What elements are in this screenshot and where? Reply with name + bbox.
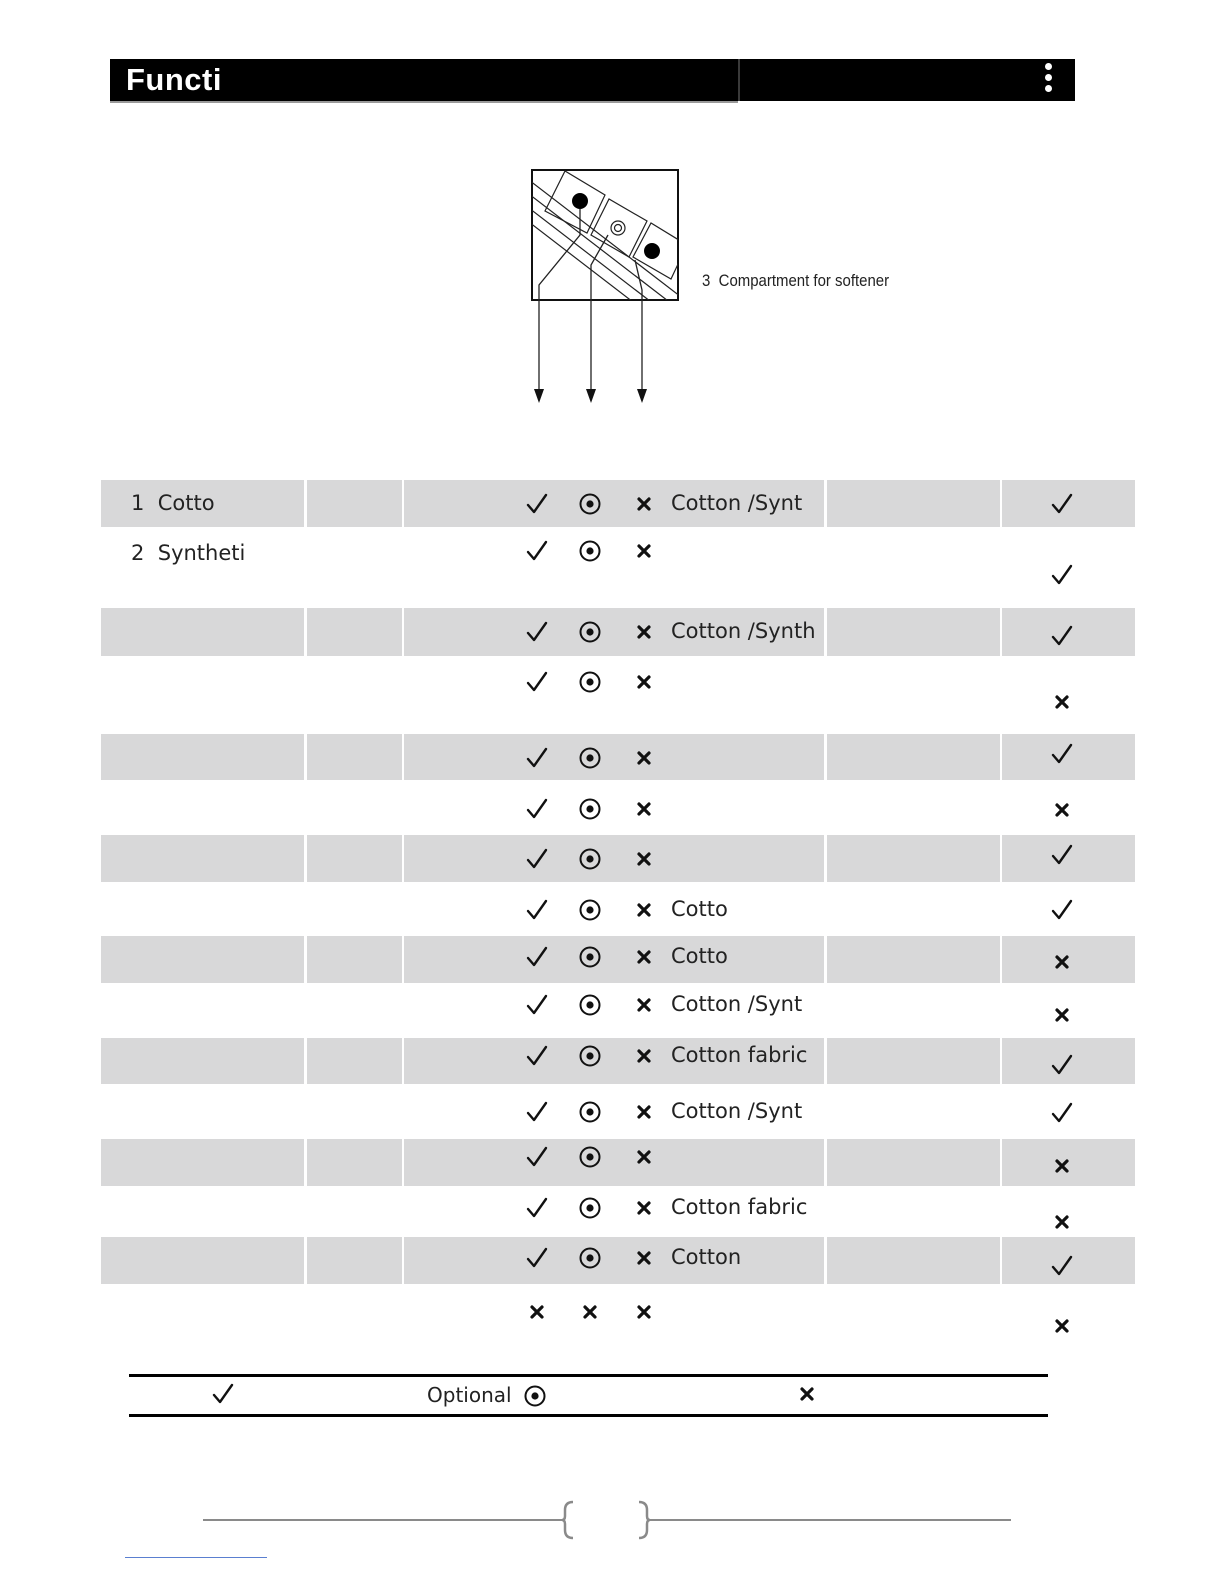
table-row [101, 658, 1135, 734]
cross-icon [632, 945, 656, 969]
cross-icon [632, 620, 656, 644]
check-icon [1050, 563, 1074, 587]
check-icon [1050, 1053, 1074, 1077]
cross-icon [1050, 950, 1074, 974]
table-cell-bg [827, 1038, 1000, 1084]
cross-icon [632, 1145, 656, 1169]
table-cell-bg [827, 936, 1000, 983]
table-cell-bg [101, 608, 304, 656]
optional-icon [578, 1246, 602, 1270]
cross-icon [1050, 1003, 1074, 1027]
drawer-illustration [525, 165, 695, 410]
section-title: Functi [126, 62, 222, 97]
fabric-type: Cotton /Synth [671, 619, 816, 643]
footer-rule-right [650, 1519, 1011, 1521]
table-cell-bg [827, 734, 1000, 780]
check-icon [525, 945, 549, 969]
optional-icon [578, 670, 602, 694]
table-row [101, 734, 1135, 780]
cross-icon [632, 847, 656, 871]
fabric-type: Cotton fabric [671, 1195, 808, 1219]
optional-icon [578, 945, 602, 969]
check-icon [1050, 898, 1074, 922]
cross-icon [1050, 798, 1074, 822]
table-cell-bg [404, 835, 824, 882]
cross-icon [1050, 1210, 1074, 1234]
cross-icon [632, 1044, 656, 1068]
table-cell-bg [101, 1038, 304, 1084]
legend-check-icon [211, 1382, 235, 1406]
table-row [101, 835, 1135, 882]
check-icon [1050, 1101, 1074, 1125]
cross-icon [632, 1196, 656, 1220]
table-cell-bg [404, 936, 824, 983]
cross-icon [632, 1100, 656, 1124]
legend-cross-icon [795, 1382, 819, 1406]
table-cell-bg [101, 734, 304, 780]
cross-icon [632, 1246, 656, 1270]
fabric-type: Cotto [671, 944, 728, 968]
cross-icon [1050, 690, 1074, 714]
footer-bracket-right [637, 1500, 651, 1540]
header-underline [110, 101, 738, 103]
cross-icon [632, 1300, 656, 1324]
fabric-type: Cotton /Synt [671, 1099, 803, 1123]
table-cell-bg [101, 1139, 304, 1186]
table-row [101, 480, 1135, 527]
table-cell-bg [101, 1237, 304, 1284]
optional-icon [578, 847, 602, 871]
check-icon [1050, 624, 1074, 648]
check-icon [525, 1044, 549, 1068]
fabric-type: Cotton fabric [671, 1043, 808, 1067]
cross-icon [632, 539, 656, 563]
cross-icon [578, 1300, 602, 1324]
table-row [101, 885, 1135, 936]
row-label [131, 491, 215, 515]
check-icon [525, 1196, 549, 1220]
cross-icon [632, 993, 656, 1017]
cross-icon [525, 1300, 549, 1324]
check-icon [525, 1246, 549, 1270]
optional-icon [578, 492, 602, 516]
cross-icon [632, 670, 656, 694]
check-icon [525, 1100, 549, 1124]
table-cell-bg [404, 734, 824, 780]
table-cell-bg [404, 1139, 824, 1186]
cross-icon [1050, 1314, 1074, 1338]
table-row [101, 936, 1135, 983]
optional-icon [578, 898, 602, 922]
fabric-type: Cotton /Synt [671, 992, 803, 1016]
row-label-text: Cotto [157, 491, 215, 515]
optional-icon [578, 993, 602, 1017]
header-divider [738, 59, 740, 101]
table-cell-bg [307, 608, 402, 656]
legend-top-rule [129, 1374, 1048, 1377]
table-row [101, 1237, 1135, 1284]
optional-icon [578, 1100, 602, 1124]
footer-bracket-left [561, 1500, 575, 1540]
cross-icon [632, 746, 656, 770]
table-row [101, 784, 1135, 835]
table-cell-bg [307, 734, 402, 780]
optional-icon [578, 1196, 602, 1220]
row-label-number: 2 [131, 541, 145, 565]
table-cell-bg [827, 835, 1000, 882]
check-icon [525, 539, 549, 563]
more-dots-icon [1043, 59, 1053, 101]
table-cell-bg [101, 936, 304, 983]
check-icon [525, 620, 549, 644]
check-icon [1050, 843, 1074, 867]
table-row [101, 608, 1135, 656]
cross-icon [1050, 1154, 1074, 1178]
table-row [101, 1038, 1135, 1084]
fabric-type: Cotton [671, 1245, 742, 1269]
legend-bottom-rule [129, 1414, 1048, 1417]
fabric-type: Cotto [671, 897, 728, 921]
callout-text: Compartment for softener [718, 271, 890, 290]
table-cell-bg [307, 835, 402, 882]
row-label [131, 541, 245, 565]
check-icon [525, 746, 549, 770]
cross-icon [632, 797, 656, 821]
check-icon [1050, 742, 1074, 766]
optional-icon [578, 746, 602, 770]
table-cell-bg [827, 1237, 1000, 1284]
check-icon [1050, 1254, 1074, 1278]
table-cell-bg [307, 1038, 402, 1084]
table-cell-bg [827, 1139, 1000, 1186]
check-icon [1050, 492, 1074, 516]
table-cell-bg [827, 480, 1000, 527]
check-icon [525, 492, 549, 516]
table-cell-bg [307, 1139, 402, 1186]
table-row [101, 1189, 1135, 1237]
table-cell-bg [827, 608, 1000, 656]
check-icon [525, 898, 549, 922]
optional-icon [578, 620, 602, 644]
table-cell-bg [101, 835, 304, 882]
check-icon [525, 847, 549, 871]
check-icon [525, 797, 549, 821]
check-icon [525, 993, 549, 1017]
section-header [110, 59, 1075, 101]
row-label-text: Syntheti [157, 541, 246, 565]
table-cell-bg [404, 1237, 824, 1284]
table-row [101, 986, 1135, 1038]
table-row [101, 1139, 1135, 1186]
check-icon [525, 670, 549, 694]
table-cell-bg [307, 1237, 402, 1284]
footer-link-underline [125, 1557, 267, 1558]
legend-optional-label: Optional [427, 1383, 512, 1407]
cross-icon [632, 898, 656, 922]
table-row [101, 1287, 1135, 1342]
detergent-drawer-diagram [525, 165, 695, 410]
cross-icon [632, 492, 656, 516]
table-cell-bg [307, 936, 402, 983]
optional-icon [578, 1145, 602, 1169]
row-label-number: 1 [131, 491, 145, 515]
legend-optional-icon [523, 1384, 547, 1408]
optional-icon [578, 539, 602, 563]
table-cell-bg [307, 480, 402, 527]
table-row [101, 1088, 1135, 1139]
callout-number: 3 [702, 271, 711, 290]
optional-icon [578, 797, 602, 821]
optional-icon [578, 1044, 602, 1068]
check-icon [525, 1145, 549, 1169]
softener-callout [702, 271, 889, 291]
fabric-type: Cotton /Synt [671, 491, 803, 515]
footer-rule-left [203, 1519, 563, 1521]
table-row [101, 530, 1135, 608]
